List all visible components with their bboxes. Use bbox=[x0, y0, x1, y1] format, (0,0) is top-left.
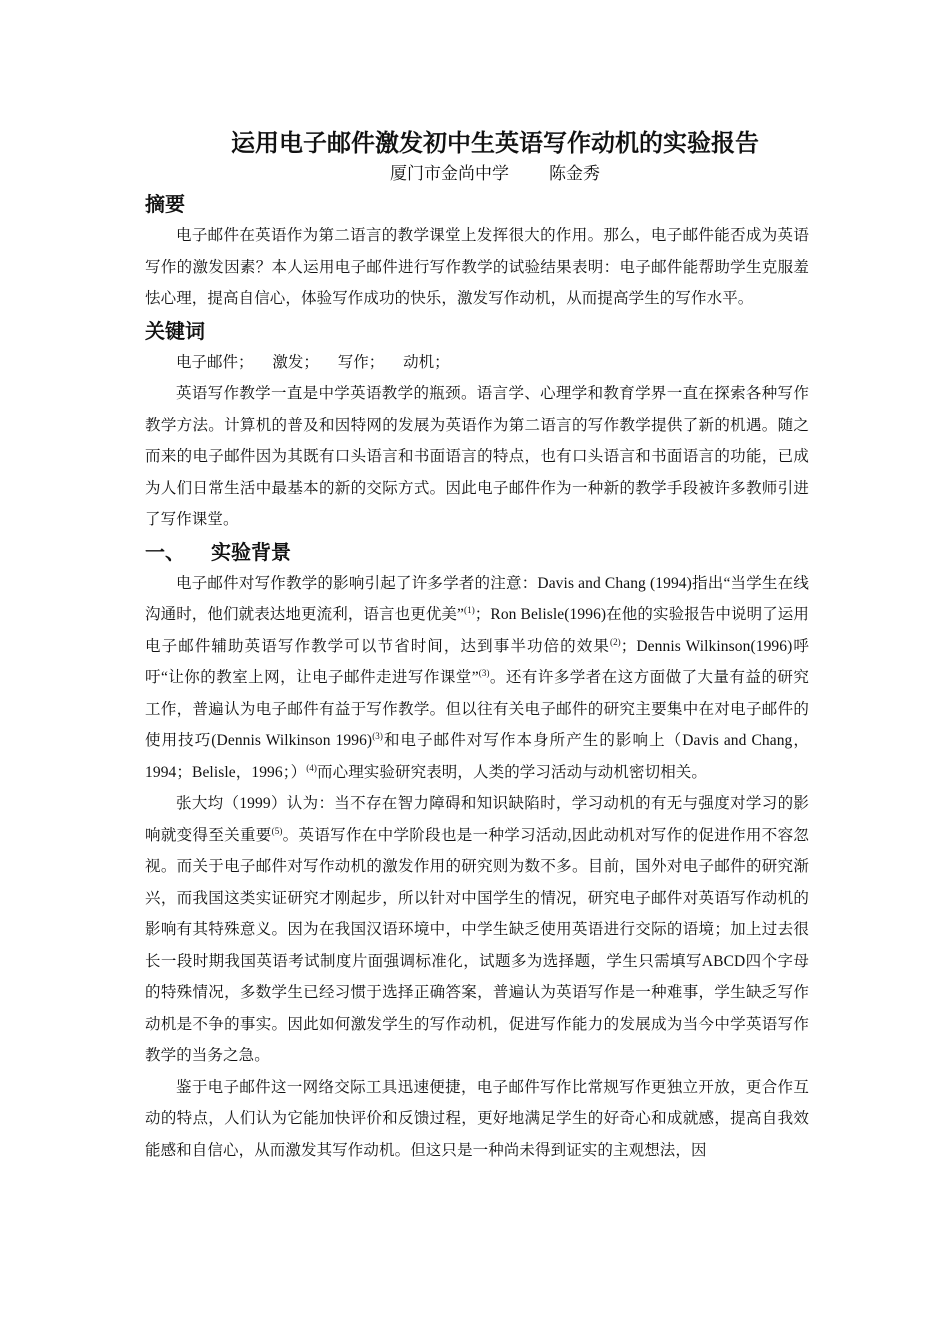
abstract-heading: 摘要 bbox=[145, 192, 185, 216]
author-school: 厦门市金尚中学 bbox=[390, 164, 509, 184]
paragraph-text: ；Dennis Wilkinson(1996)呼吁“让你的教室上网，让电子邮件走进写作课堂” bbox=[145, 637, 809, 686]
citation-mark: (5) bbox=[271, 825, 283, 836]
paragraph-text: 而心理实验研究表明，人类的学习活动与动机密切相关。 bbox=[317, 763, 708, 781]
paragraph-text: 电子邮件对写作教学的影响引起了许多学者的注意：Davis and Chang (1994)指出“当学生在线沟通时，他们就表达地更流利，语言也更优美” bbox=[145, 574, 809, 623]
abstract-text: 电子邮件在英语作为第二语言的教学课堂上发挥很大的作用。那么，电子邮件能否成为英语写作的激发因素？本人运用电子邮件进行写作教学的试验结果表明：电子邮件能帮助学生克服羞怯心理，提高自信心，体验写作成功的快乐，激发写作动机，从而提高学生的写作水平。 bbox=[145, 226, 809, 307]
paragraph-text: 和电子邮件对写作本身所产生的影响上（Davis and Chang，1994；Belisle，1996；） bbox=[145, 732, 809, 781]
author-name: 陈金秀 bbox=[549, 164, 600, 184]
keywords-heading: 关键词 bbox=[145, 318, 205, 343]
document-page bbox=[145, 124, 809, 1166]
paragraph-text: 。还有许多学者在这方面做了大量有益的研究工作，普遍认为电子邮件有益于写作教学。但以往有关电子邮件的研究主要集中在对电子邮件的使用技巧(Dennis Wilkinson 1996) bbox=[145, 669, 809, 749]
keyword-item: 激发； bbox=[272, 352, 319, 371]
paragraph-text: 张大均（1999）认为：当不存在智力障碍和知识缺陷时，学习动机的有无与强度对学习的影响就变得至关重要 bbox=[145, 795, 809, 844]
section-title: 实验背景 bbox=[211, 539, 291, 564]
intro-paragraph: 英语写作教学一直是中学英语教学的瓶颈。语言学、心理学和教育学界一直在探索各种写作教学方法。计算机的普及和因特网的发展为英语作为第二语言的写作教学提供了新的机遇。随之而来的电子邮件因为其既有口头语言和书面语言的特点，也有口头语言和书面语言的功能，已成为人们日常生活中最基本的新的交际方式。因此电子邮件作为一种新的教学手段被许多教师引进了写作课堂。 bbox=[145, 384, 809, 528]
citation-mark: (3) bbox=[478, 667, 490, 678]
citation-mark: (4) bbox=[306, 762, 317, 773]
paragraph-text: ；Ron Belisle(1996)在他的实验报告中说明了运用电子邮件辅助英语写作教学可以节省时间，达到事半功倍的效果 bbox=[145, 606, 809, 655]
keyword-item: 电子邮件； bbox=[176, 352, 254, 371]
background-paragraph-2 bbox=[145, 788, 809, 1072]
keywords-list bbox=[145, 347, 809, 379]
keyword-item: 动机； bbox=[403, 352, 450, 371]
section-heading bbox=[145, 536, 809, 568]
document-title: 运用电子邮件激发初中生英语写作动机的实验报告 bbox=[231, 128, 759, 157]
keyword-item: 写作； bbox=[337, 352, 385, 371]
section-number: 一、 bbox=[145, 539, 185, 564]
citation-mark: (1) bbox=[464, 604, 475, 615]
citation-mark: (3) bbox=[372, 730, 383, 741]
citation-mark: (2) bbox=[609, 636, 621, 647]
background-paragraph-3: 鉴于电子邮件这一网络交际工具迅速便捷，电子邮件写作比常规写作更独立开放，更合作互动的特点，人们认为它能加快评价和反馈过程，更好地满足学生的好奇心和成就感，提高自我效能感和自信心，从而激发其写作动机。但这只是一种尚未得到证实的主观想法，因 bbox=[145, 1077, 809, 1159]
background-paragraph-1 bbox=[145, 568, 809, 789]
paragraph-text: 。英语写作在中学阶段也是一种学习活动,因此动机对写作的促进作用不容忽视。而关于电子邮件对写作动机的激发作用的研究则为数不多。目前，国外对电子邮件的研究渐兴，而我国这类实证研究才刚起步，所以针对中国学生的情况，研究电子邮件对英语写作动机的影响有其特殊意义。因为在我国汉语环境中，中学生缺乏使用英语进行交际的语境；加上过去很长一段时期我国英语考试制度片面强调标准化，试题多为选择题，学生只需填写ABCD四个字母的特殊情况，多数学生已经习惯于选择正确答案，普遍认为英语写作是一种难事，学生缺乏写作动机是不争的事实。因此如何激发学生的写作动机，促进写作能力的发展成为当今中学英语写作教学的当务之急。 bbox=[145, 826, 809, 1064]
author-line bbox=[145, 162, 809, 186]
